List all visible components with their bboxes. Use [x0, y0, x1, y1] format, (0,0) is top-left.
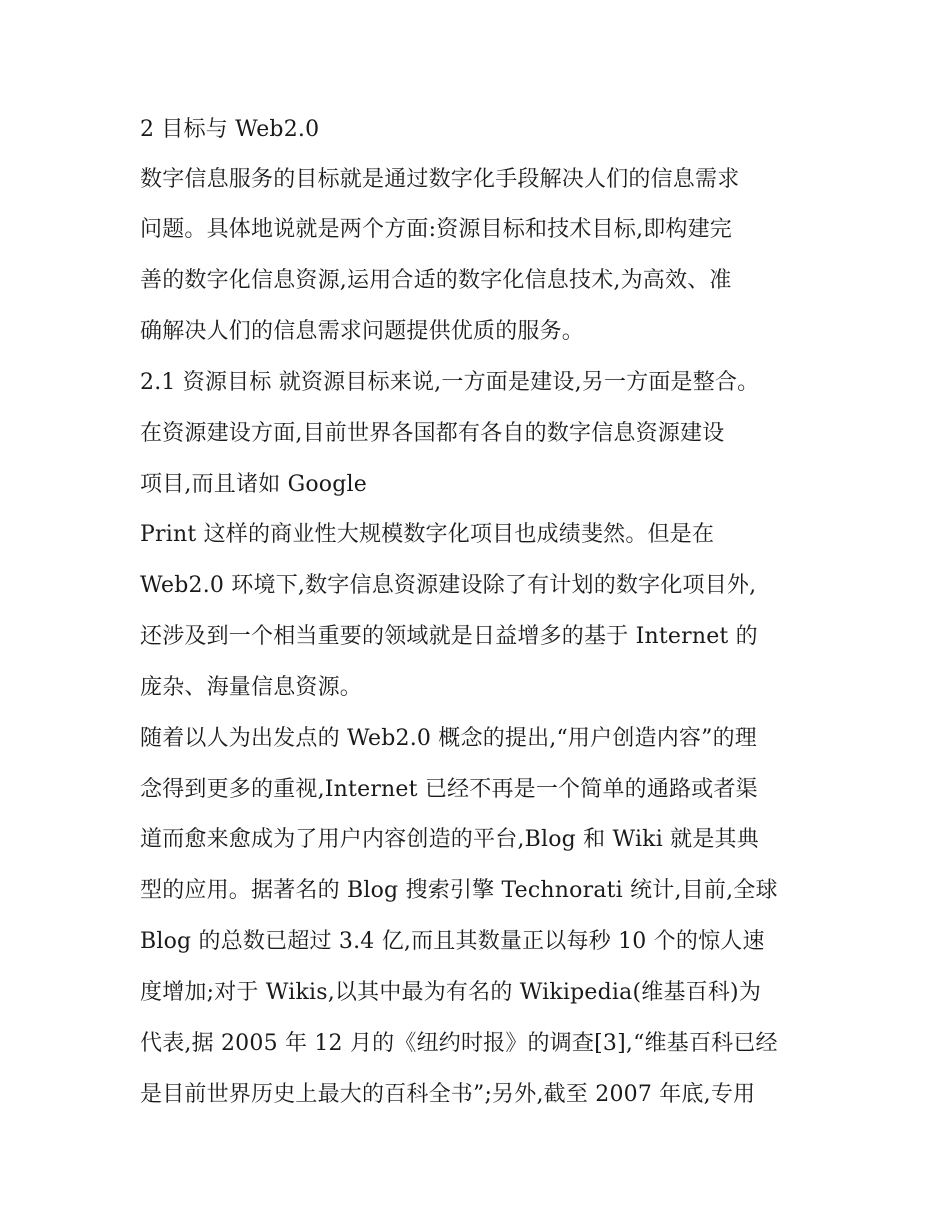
text-line: 是目前世界历史上最大的百科全书”;另外,截至 2007 年底,专用 — [140, 1082, 756, 1107]
text-line: Web2.0 环境下,数字信息资源建设除了有计划的数字化项目外, — [140, 573, 757, 598]
section-heading: 2 目标与 Web2.0 — [140, 117, 320, 142]
subsection-line: 2.1 资源目标 就资源目标来说,一方面是建设,另一方面是整合。 — [140, 370, 760, 395]
text-line: 道而愈来愈成为了用户内容创造的平台,Blog 和 Wiki 就是其典 — [140, 827, 759, 852]
text-line: 庞杂、海量信息资源。 — [140, 675, 363, 700]
text-line: 确解决人们的信息需求问题提供优质的服务。 — [140, 319, 585, 344]
text-line: 念得到更多的重视,Internet 已经不再是一个简单的通路或者渠 — [140, 777, 758, 802]
text-line: 代表,据 2005 年 12 月的《纽约时报》的调查[3],“维基百科已经 — [140, 1031, 778, 1056]
text-line: 在资源建设方面,目前世界各国都有各自的数字信息资源建设 — [140, 421, 725, 446]
text-line: 数字信息服务的目标就是通过数字化手段解决人们的信息需求 — [140, 167, 740, 192]
text-line: 项目,而且诸如 Google — [140, 472, 367, 497]
text-line: 型的应用。据著名的 Blog 搜索引擎 Technorati 统计,目前,全球 — [140, 878, 778, 903]
text-line: 还涉及到一个相当重要的领域就是日益增多的基于 Internet 的 — [140, 624, 758, 649]
text-line: Blog 的总数已超过 3.4 亿,而且其数量正以每秒 10 个的惊人速 — [140, 929, 765, 954]
text-line: 度增加;对于 Wikis,以其中最为有名的 Wikipedia(维基百科)为 — [140, 980, 762, 1005]
text-line: 问题。具体地说就是两个方面:资源目标和技术目标,即构建完 — [140, 217, 733, 242]
text-line: 随着以人为出发点的 Web2.0 概念的提出,“用户创造内容”的理 — [140, 726, 757, 751]
text-line: Print 这样的商业性大规模数字化项目也成绩斐然。但是在 — [140, 522, 715, 547]
text-line: 善的数字化信息资源,运用合适的数字化信息技术,为高效、准 — [140, 268, 732, 293]
